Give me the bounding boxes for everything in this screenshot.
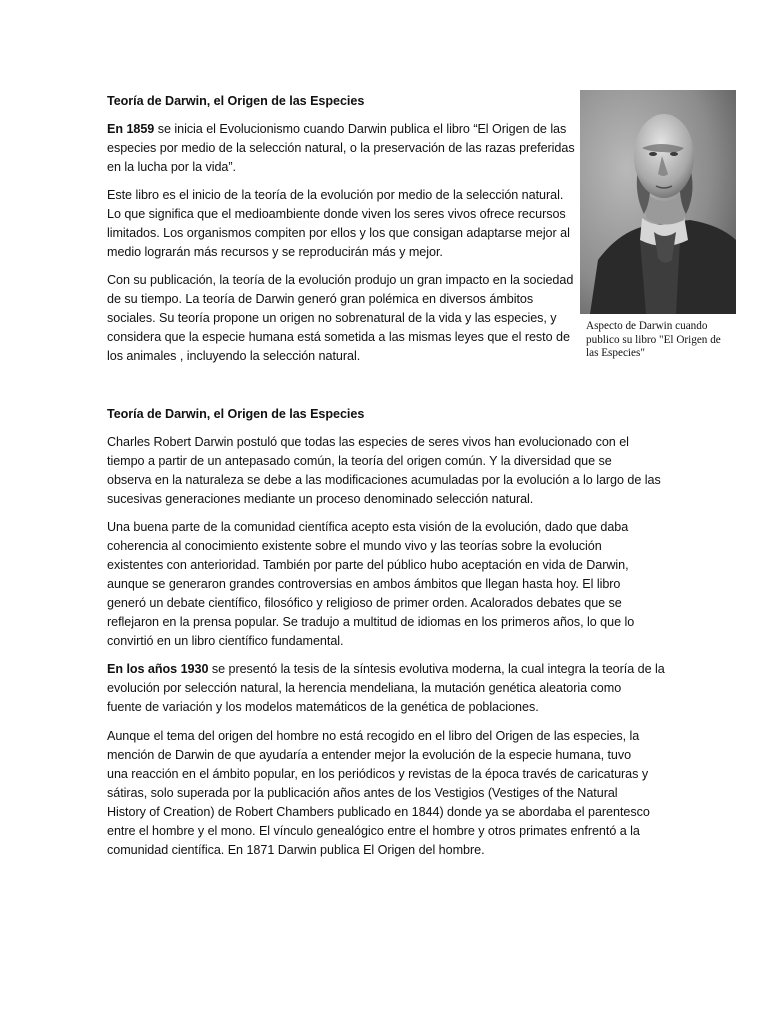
year-1930: En los años 1930 [107, 662, 209, 676]
section2-paragraph-3-text: se presentó la tesis de la síntesis evolutiva moderna, la cual integra la teoría de la evolución por selección natural, la herencia mendeliana, la mutación genética aleatoria como fuente de variación y los modelos matemáticos de la genética de poblaciones. [107, 662, 665, 714]
darwin-figure [580, 90, 737, 361]
year-1859: En 1859 [107, 122, 155, 136]
section1-paragraph-1-text: se inicia el Evolucionismo cuando Darwin publica el libro “El Origen de las especies por medio de la selección natural, o la preservación de las razas preferidas en la lucha por la vida”. [107, 122, 575, 174]
section2-paragraph-1: Charles Robert Darwin postuló que todas las especies de seres vivos han evolucionado con el tiempo a partir de un antepasado común, la teoría del origen común. Y la diversidad que se observa en la naturaleza se debe a las modificaciones acumuladas por la evolución a lo largo de las sucesivas generaciones mediante un proceso denominado selección natural. [107, 435, 661, 506]
section1-paragraph-1 [107, 120, 579, 177]
section2-title: Teoría de Darwin, el Origen de las Especies [107, 407, 365, 421]
section2-paragraph-3 [107, 660, 667, 717]
section2-paragraph-4: Aunque el tema del origen del hombre no está recogido en el libro del Origen de las especies, la mención de Darwin de que ayudaría a entender mejor la evolución de la especie humana, tuvo una reacción en el ámbito popular, en los periódicos y revistas de la época través de caricaturas y sátiras, solo superada por la publicación años antes de los Vestigios (Vestiges of the Natural History of Creation) de Robert Chambers publicado en 1844) donde ya se abordaba el parentesco entre el hombre y el mono. El vínculo genealógico entre el hombre y otros primates enfrentó a la comunidad científica. En 1871 Darwin publica El Origen del hombre. [107, 729, 650, 857]
section1-paragraph-3: Con su publicación, la teoría de la evolución produjo un gran impacto en la sociedad de su tiempo. La teoría de Darwin generó gran polémica en diversos ámbitos sociales. Su teoría propone un origen no sobrenatural de la vida y las especies, y considera que la especie humana está sometida a las mismas leyes que el resto de los animales , incluyendo la selección natural. [107, 273, 574, 363]
section1-title: Teoría de Darwin, el Origen de las Especies [107, 94, 365, 108]
section1-paragraph-2: Este libro es el inicio de la teoría de la evolución por medio de la selección natural. Lo que significa que el medioambiente donde viven los seres vivos ofrece recursos limitados. Los organismos compiten por ellos y los que consigan adaptarse mejor al medio lograrán más recursos y se reproducirán más y mejor. [107, 188, 570, 259]
darwin-portrait-image [580, 90, 736, 314]
section2-paragraph-2: Una buena parte de la comunidad científica acepto esta visión de la evolución, dado que daba coherencia al conocimiento existente sobre el mundo vivo y las teorías sobre la evolución existentes con anterioridad. También por parte del público hubo aceptación en vida de Darwin, aunque se generaron grandes controversias en ambos ámbitos que llegan hasta hoy. El libro generó un debate científico, filosófico y religioso de primer orden. Acalorados debates que se reflejaron en la prensa popular. Se tradujo a multitud de idiomas en los primeros años, lo que lo convirtió en un libro científico fundamental. [107, 520, 635, 648]
figure-caption: Aspecto de Darwin cuando publico su libro "El Origen de las Especies" [586, 320, 721, 359]
